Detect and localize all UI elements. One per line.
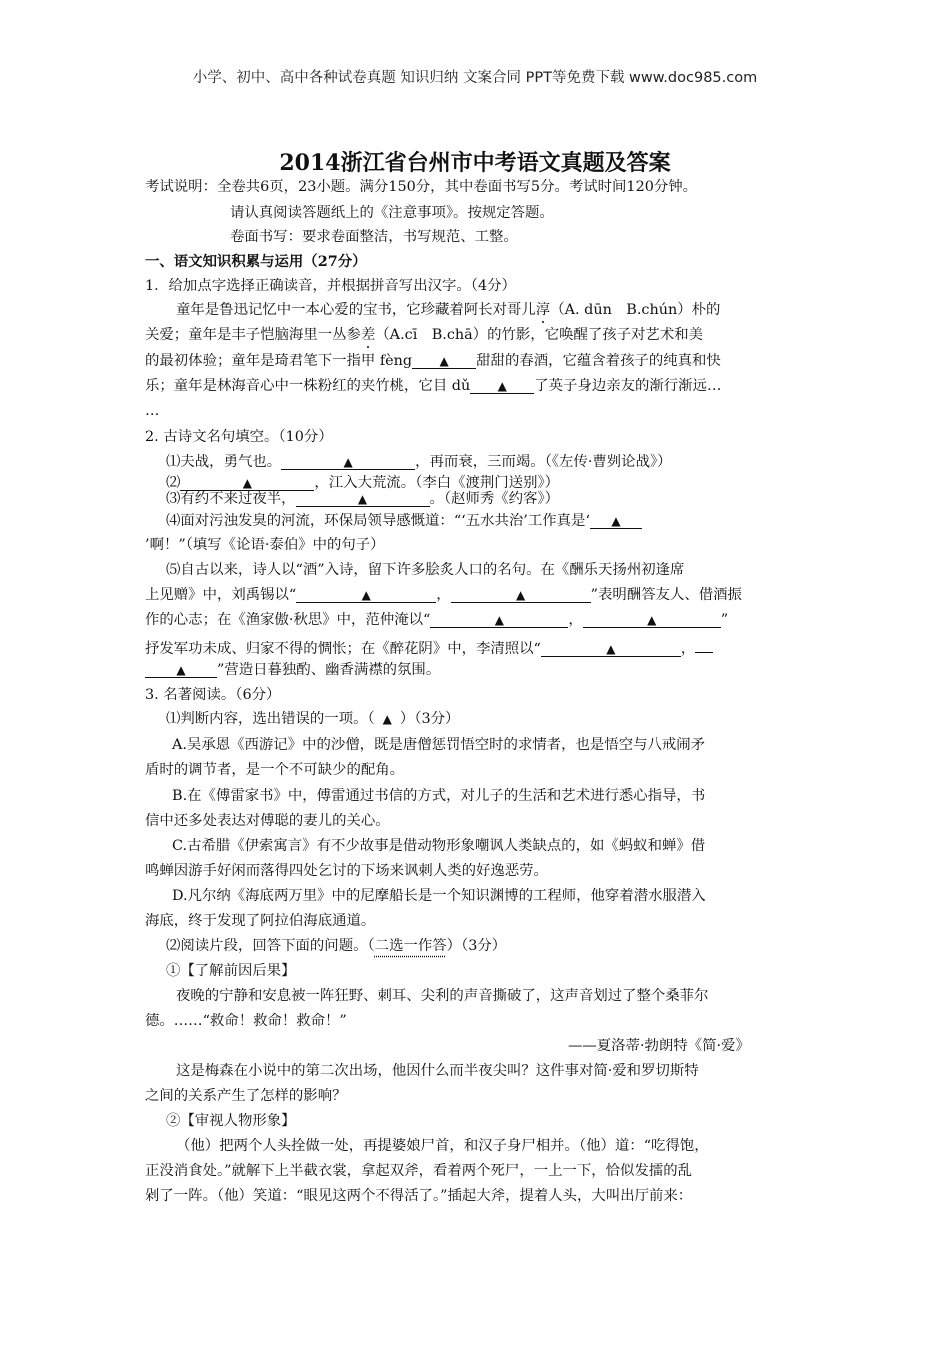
q2-item: ’啊！”（填写《论语·泰伯》中的句子）	[145, 537, 385, 553]
answer-blank[interactable]	[180, 474, 314, 491]
answer-blank[interactable]	[541, 640, 681, 657]
q2-item: ⑵ ▲ ，江入大荒流。（李白《渡荆门送别》）	[166, 475, 560, 491]
excerpt-source: ——夏洛蒂·勃朗特《简·爱》	[568, 1038, 750, 1054]
q1-line: 关爱；童年是丰子恺脑海里一丛参差（A.cī B.chā）的竹影，它唤醒了孩子对艺术和美	[145, 327, 703, 343]
triangle-marker: ▲	[606, 642, 616, 656]
answer-blank[interactable]	[296, 490, 430, 507]
exam-notes-2: 请认真阅读答题纸上的《注意事项》。按规定答题。	[230, 205, 554, 221]
answer-blank[interactable]	[695, 636, 713, 653]
q2-item: ⑶有约不来过夜半， ▲ 。（赵师秀《约客》）	[166, 491, 560, 507]
dotted-char: 淳	[535, 302, 551, 318]
exam-notes-1: 考试说明：全卷共6页，23小题。满分150分，其中卷面书写5分。考试时间120分钟。	[145, 179, 698, 195]
triangle-marker: ▲	[611, 514, 621, 528]
q2-item: ⑷面对污浊发臭的河流，环保局领导感慨道：“‘五水共治’工作真是‘ ▲	[166, 512, 642, 530]
q2-item: 上见赠》中，刘禹锡以“ ▲ ， ▲ ”表明酬答友人、借酒振	[145, 587, 742, 603]
q1-line: 乐；童年是林海音心中一株粉红的夹竹桃，它目 dǔ ▲ 了英子身边亲友的渐行渐远…	[145, 378, 722, 394]
q1-line: …	[145, 403, 160, 419]
answer-blank[interactable]	[281, 453, 415, 470]
answer-blank[interactable]	[583, 611, 721, 628]
q2-item: 作的心志；在《渔家傲·秋思》中，范仲淹以“ ▲ ， ▲ ”	[145, 612, 729, 628]
answer-blank[interactable]	[451, 586, 591, 603]
triangle-marker: ▲	[382, 712, 392, 726]
page-title: 2014浙江省台州市中考语文真题及答案	[279, 150, 671, 176]
option-heading: ①【了解前因后果】	[166, 963, 296, 979]
excerpt-text: 德。……“救命！救命！救命！”	[145, 1013, 347, 1029]
answer-blank[interactable]	[430, 611, 568, 628]
q1-heading: 1．给加点字选择正确读音，并根据拼音写出汉字。（4分）	[145, 278, 516, 294]
option-heading: ②【审视人物形象】	[166, 1113, 296, 1129]
triangle-marker: ▲	[647, 613, 657, 627]
q2-item: ⑸自古以来，诗人以“酒”入诗，留下许多脍炙人口的名句。在《酬乐天扬州初逢席	[166, 562, 685, 578]
excerpt-text: （他）把两个人头拴做一处，再提婆娘尸首，和汉子身尸相并。（他）道：“吃得饱，	[176, 1138, 709, 1154]
triangle-marker: ▲	[439, 354, 449, 368]
option-b: 信中还多处表达对傅聪的妻儿的关心。	[145, 813, 390, 829]
answer-blank[interactable]	[470, 377, 534, 394]
q2-item: 抒发军功未成、归家不得的惆怅；在《醉花阴》中，李清照以“ ▲ ，	[145, 636, 713, 658]
question-text: 之间的关系产生了怎样的影响？	[145, 1088, 347, 1104]
answer-blank[interactable]	[145, 661, 217, 678]
dotted-text: 二选一作答	[374, 938, 447, 954]
option-d: D.凡尔纳《海底两万里》中的尼摩船长是一个知识渊博的工程师，他穿着潜水服潜入	[172, 888, 706, 904]
dotted-char: 差	[360, 327, 376, 343]
triangle-marker: ▲	[343, 455, 353, 469]
option-a: 盾时的调节者，是一个不可缺少的配角。	[145, 762, 405, 778]
option-d: 海底，终于发现了阿拉伯海底通道。	[145, 913, 376, 929]
page-header: 小学、初中、高中各种试卷真题 知识归纳 文案合同 PPT等免费下载 www.doc985.com	[192, 70, 758, 86]
triangle-marker: ▲	[497, 379, 507, 393]
q1-line: 童年是鲁迅记忆中一本心爱的宝书，它珍藏着阿长对哥儿淳（A. dūn B.chún）朴的	[176, 302, 721, 318]
triangle-marker: ▲	[361, 588, 371, 602]
q2-item: ▲ ”营造日暮独酌、幽香满襟的氛围。	[145, 661, 440, 679]
answer-blank[interactable]	[296, 586, 436, 603]
triangle-marker: ▲	[494, 613, 504, 627]
option-a: A.吴承恩《西游记》中的沙僧，既是唐僧惩罚悟空时的求情者，也是悟空与八戒闹矛	[172, 737, 706, 753]
excerpt-text: 剁了一阵。（他）笑道：“眼见这两个不得活了。”插起大斧，提着人头，大叫出厅前来：	[145, 1188, 693, 1204]
option-b: B.在《傅雷家书》中，傅雷通过书信的方式，对儿子的生活和艺术进行悉心指导，书	[172, 788, 706, 804]
q1-line: 的最初体验；童年是琦君笔下一指甲 fèng ▲ 甜甜的春酒，它蕴含着孩子的纯真和快	[145, 353, 721, 369]
question-text: 这是梅森在小说中的第二次出场，他因什么而半夜尖叫？这件事对简·爱和罗切斯特	[176, 1063, 699, 1079]
triangle-marker: ▲	[357, 492, 368, 506]
exam-notes-3: 卷面书写：要求卷面整洁，书写规范、工整。	[230, 229, 518, 245]
q2-item: ⑴夫战，勇气也。 ▲ ，再而衰，三而竭。（《左传·曹刿论战》）	[166, 454, 672, 470]
option-c: 鸣蝉因游手好闲而落得四处乞讨的下场来讽刺人类的好逸恶劳。	[145, 863, 548, 879]
triangle-marker: ▲	[176, 663, 186, 677]
answer-slot[interactable]	[375, 711, 400, 727]
triangle-marker: ▲	[242, 476, 253, 490]
q3-heading: 3. 名著阅读。（6分）	[145, 687, 281, 703]
excerpt-text: 正没消食处。”就解下上半截衣裳，拿起双斧，看着两个死尸，一上一下，恰似发擂的乱	[145, 1163, 693, 1179]
q3-part: ⑴判断内容，选出错误的一项。（ ▲ ）（3分）	[166, 711, 460, 727]
excerpt-text: 夜晚的宁静和安息被一阵狂野、刺耳、尖利的声音撕破了，这声音划过了整个桑菲尔	[176, 988, 709, 1004]
q3-part: ⑵阅读片段，回答下面的问题。（二选一作答）（3分）	[166, 938, 507, 954]
option-c: C.古希腊《伊索寓言》有不少故事是借动物形象嘲讽人类缺点的，如《蚂蚁和蝉》借	[172, 838, 706, 854]
answer-blank[interactable]	[590, 512, 642, 529]
q2-heading: 2. 古诗文名句填空。（10分）	[145, 429, 333, 445]
triangle-marker: ▲	[516, 588, 526, 602]
answer-blank[interactable]	[412, 352, 476, 369]
section-heading: 一、语文知识积累与运用（27分）	[145, 253, 367, 270]
